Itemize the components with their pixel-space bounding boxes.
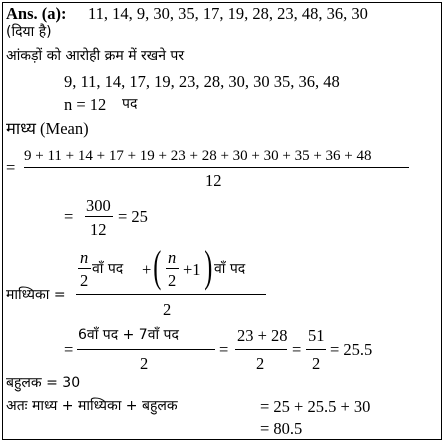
median3-den: 2	[256, 354, 265, 373]
mean-frac-num: 300	[86, 196, 111, 215]
sum-result: = 80.5	[260, 419, 303, 438]
answer-label: Ans. (a):	[6, 4, 67, 23]
median2-den: 2	[140, 354, 149, 373]
median-den: 2	[163, 300, 172, 319]
median2-bar	[77, 349, 215, 350]
mean-eq: =	[6, 158, 16, 177]
mode: बहुलक = 30	[6, 375, 81, 391]
median-pad-text: वाँ पद	[92, 261, 124, 277]
median-2: 2	[80, 271, 89, 290]
median4-den: 2	[312, 354, 321, 373]
median-2b: 2	[168, 271, 177, 290]
median4-eq: =	[292, 340, 302, 359]
mean-numerator: 9 + 11 + 14 + 17 + 19 + 23 + 28 + 30 + 30 + 35 + 36 + 48	[24, 148, 372, 164]
n-value: n = 12	[64, 95, 107, 114]
n-pad: पद	[122, 96, 138, 112]
median-n2: n	[168, 248, 177, 267]
median-n-bar	[78, 268, 91, 269]
mean-denominator: 12	[205, 171, 222, 190]
mean-frac-den: 12	[90, 220, 107, 239]
median-result: = 25.5	[330, 340, 373, 359]
median-n: n	[80, 248, 89, 267]
median-plus-one: +1	[183, 260, 201, 279]
median-pad-text2: वाँ पद	[214, 261, 246, 277]
left-paren-icon: (	[153, 242, 162, 291]
mean-frac-bar	[85, 216, 113, 217]
median2-eq: =	[64, 340, 74, 359]
median3-eq: =	[219, 340, 229, 359]
mean-result: = 25	[118, 207, 148, 226]
median-fraction-bar	[76, 294, 266, 295]
sum-expr: = 25 + 25.5 + 30	[260, 397, 371, 416]
mean-heading: माध्य (Mean)	[6, 119, 89, 138]
median2-num: 6वाँ पद + 7वाँ पद	[78, 327, 179, 343]
sum-label: अतः माध्य + माध्यिका + बहुलक	[6, 398, 178, 414]
median4-num: 51	[308, 326, 325, 345]
given-note: (दिया है)	[6, 24, 52, 40]
data-list: 11, 14, 9, 30, 35, 17, 19, 28, 23, 48, 36, 30	[88, 4, 368, 23]
sorted-list: 9, 11, 14, 17, 19, 23, 28, 30, 30 35, 36, 48	[64, 72, 340, 91]
median4-bar	[306, 349, 326, 350]
right-paren-icon: )	[204, 242, 213, 291]
median3-bar	[235, 349, 287, 350]
mean-eq2: =	[64, 207, 74, 226]
median-n2-bar	[166, 268, 179, 269]
median-plus: +	[142, 260, 152, 279]
arrange-text: आंकड़ों को आरोही क्रम में रखने पर	[6, 48, 185, 64]
median3-num: 23 + 28	[237, 326, 288, 345]
mean-fraction-bar	[24, 167, 409, 168]
median-label: माध्यिका =	[6, 287, 66, 303]
